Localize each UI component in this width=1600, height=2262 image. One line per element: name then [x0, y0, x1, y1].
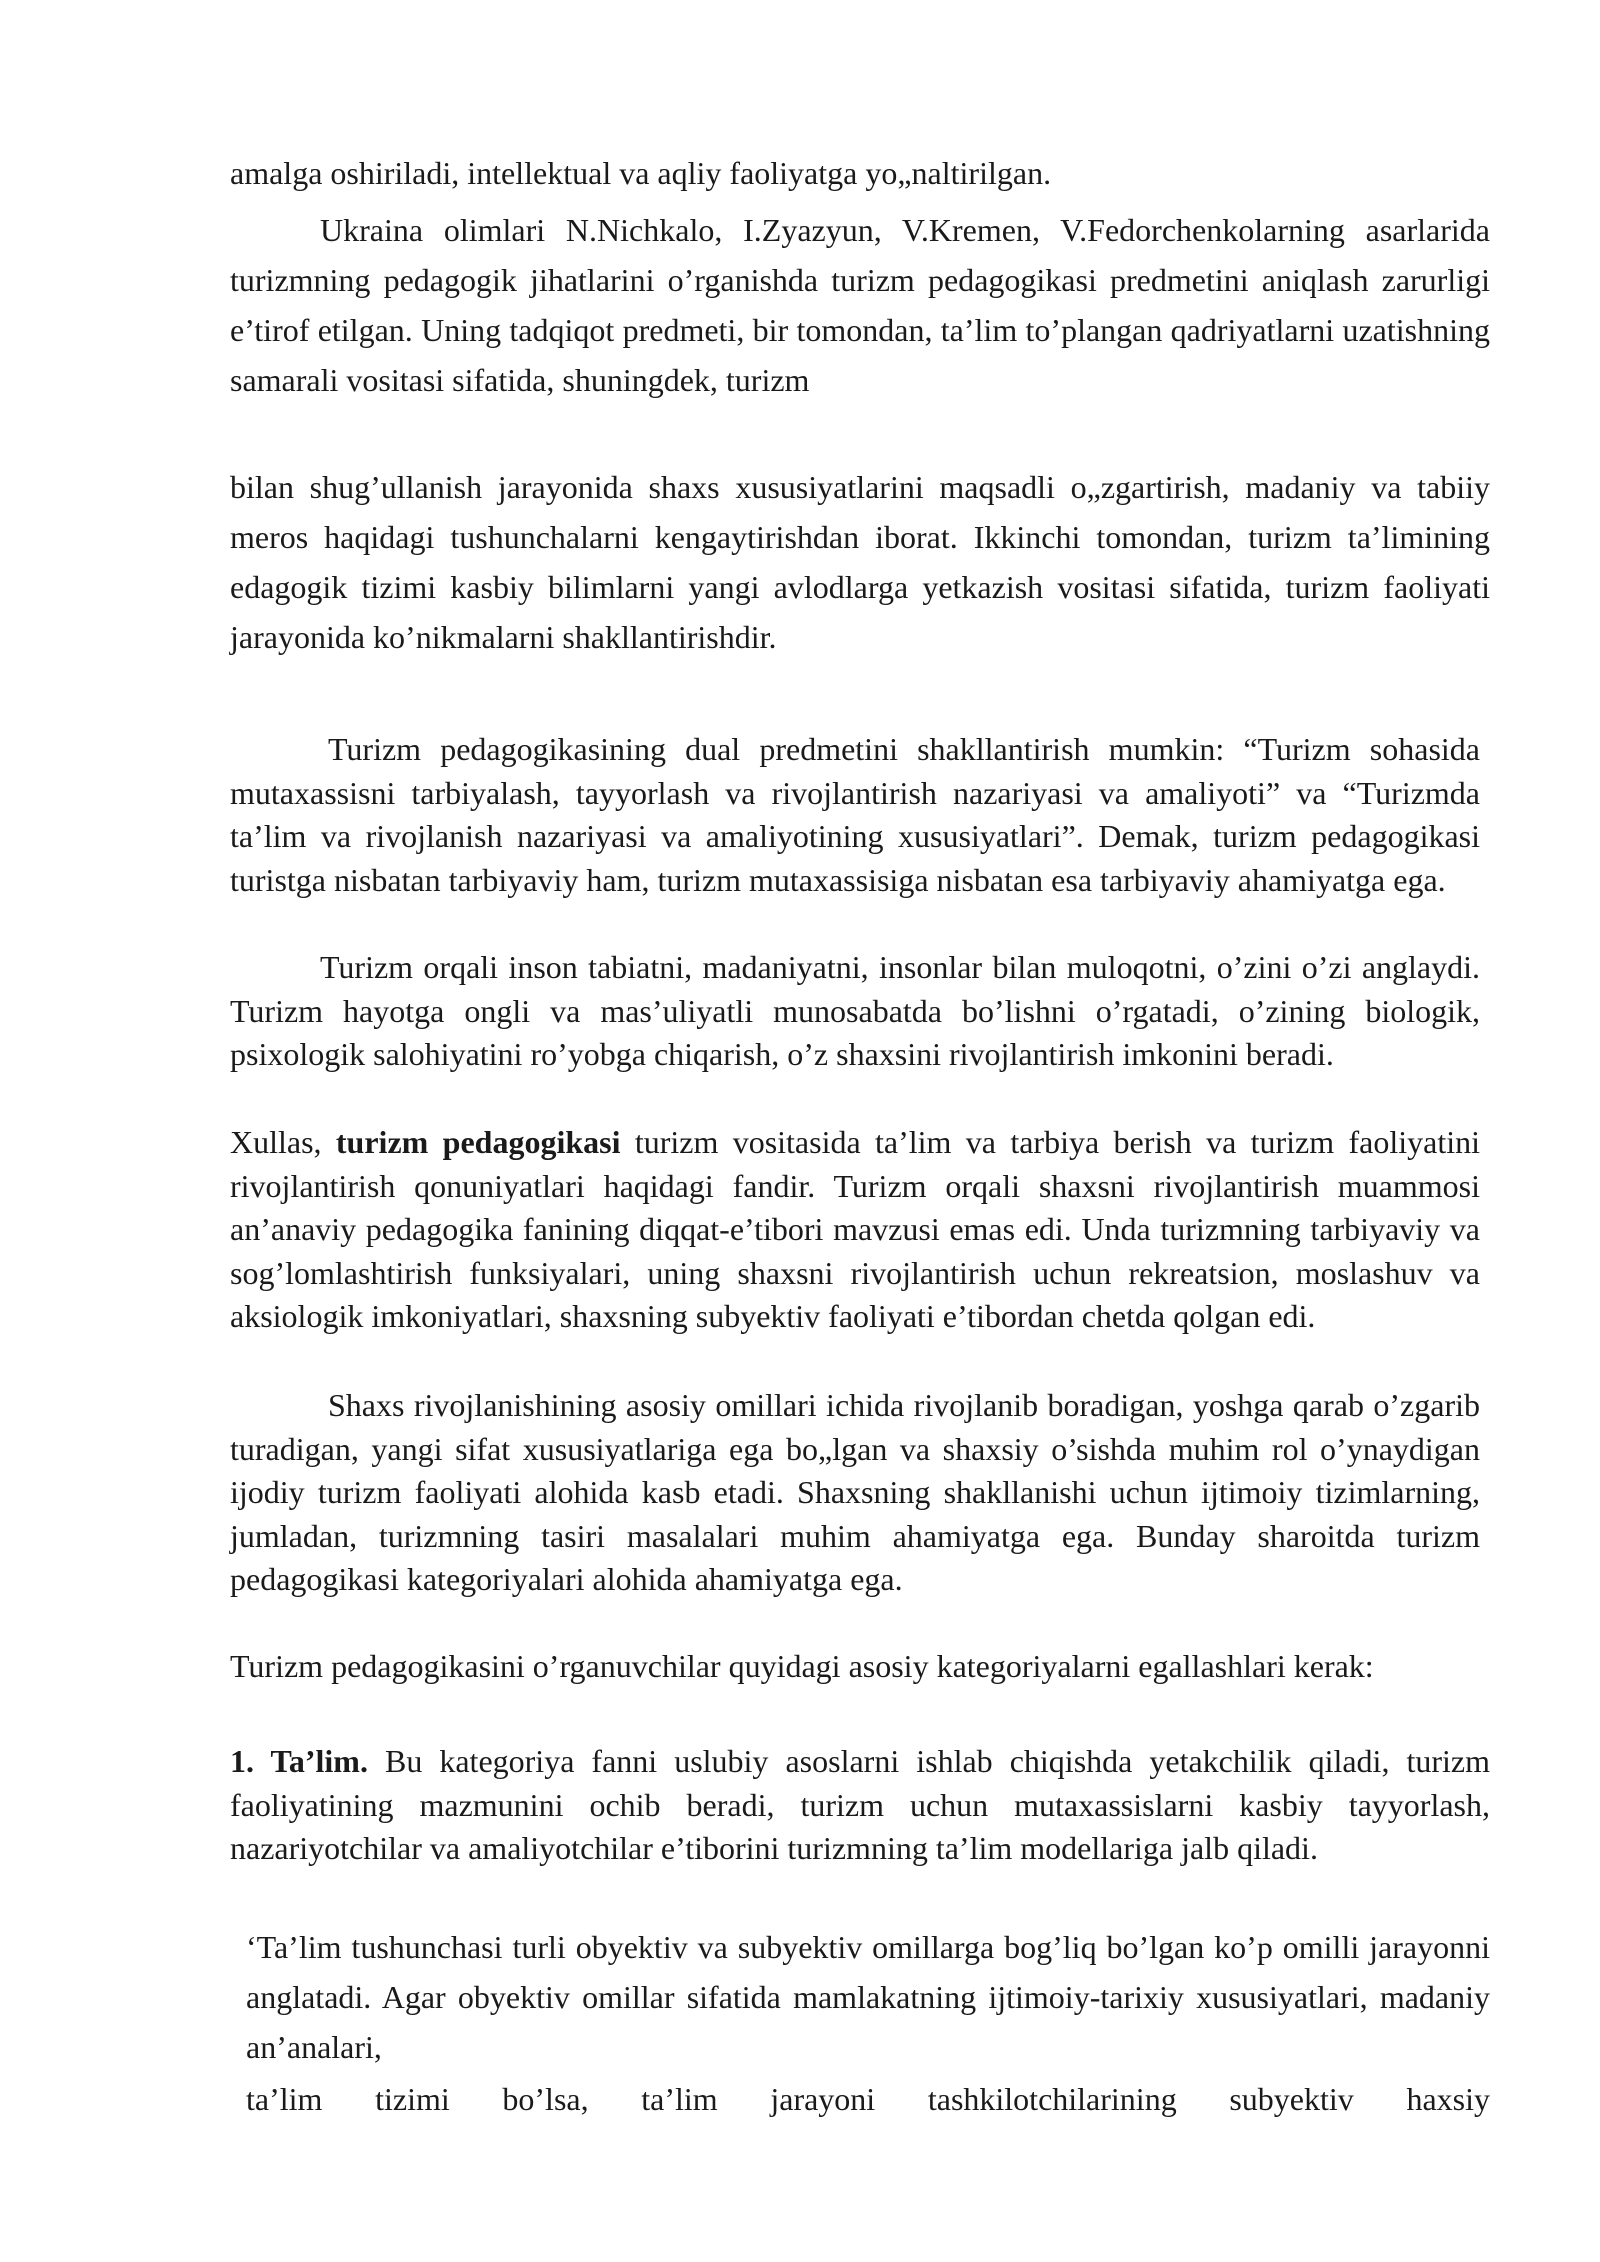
conclusion-body: turizm vositasida ta’lim va tarbiya berish va turizm faoliyatini rivojlantirish qonuniyatlari haqidagi fandir. Turizm orqali shaxsni rivojlantirish muammosi an’anaviy pedagogika fanining diqqat-e’tibori mavzusi emas edi. Unda turizmning tarbiyaviy va sog’lomlashtirish funksiyalari, uning shaxsni rivojlantirish uchun rekreatsion, moslashuv va aksiologik imkoniyatlari, shaxsning subyektiv faoliyati e’tibordan chetda qolgan edi. — [230, 1124, 1480, 1334]
paragraph-tourism-self-awareness: Turizm orqali inson tabiatni, madaniyatni, insonlar bilan muloqotni, o’zini o’zi anglaydi. Turizm hayotga ongli va mas’uliyatli munosabatda bo’lishni o’rgatadi, o’zining biologik, psixologik salohiyatini ro’yobga chiqarish, o’z shaxsini rivojlantirish imkonini beradi. — [230, 949, 1480, 1072]
paragraph-dual-subject: Turizm pedagogikasining dual predmetini shakllantirish mumkin: “Turizm sohasida mutaxassisni tarbiyalash, tayyorlash va rivojlantirish nazariyasi va amaliyoti” va “Turizmda ta’lim va rivojlanish nazariyasi va amaliyotining xususiyatlari”. Demak, turizm pedagogikasi turistga nisbatan tarbiyaviy ham, turizm mutaxassisiga nisbatan esa tarbiyaviy ahamiyatga ega. — [230, 731, 1480, 898]
paragraph-personality-change: bilan shug’ullanish jarayonida shaxs xususiyatlarini maqsadli o„zgartirish, madaniy va tabiiy meros haqidagi tushunchalarni kengaytirishdan iborat. Ikkinchi tomondan, turizm ta’limining edagogik tizimi kasbiy bilimlarni yangi avlodlarga yetkazish vositasi sifatida, turizm faoliyati jarayonida ko’nikmalarni shakllantirishdir. — [230, 469, 1490, 655]
paragraph-intro-line: amalga oshiriladi, intellektual va aqliy faoliyatga yo„naltirilgan. — [230, 155, 1052, 191]
paragraph-categories-intro: Turizm pedagogikasini o’rganuvchilar quyidagi asosiy kategoriyalarni egallashlari kerak: — [230, 1648, 1374, 1684]
paragraph-education-system: ta’lim tizimi bo’lsa, ta’lim jarayoni tashkilotchilarining subyektiv haxsiy — [246, 2081, 1490, 2117]
paragraph-ukraine-scholars: Ukraina olimlari N.Nichkalo, I.Zyazyun, V.Kremen, V.Fedorchenkolarning asarlarida turizmning pedagogik jihatlarini o’rganishda turizm pedagogikasi predmetini aniqlash zarurligi e’tirof etilgan. Uning tadqiqot predmeti, bir tomondan, ta’lim to’plangan qadriyatlarni uzatishning samarali vositasi sifatida, shuningdek, turizm — [230, 212, 1490, 398]
term-tourism-pedagogy: turizm pedagogikasi — [335, 1124, 621, 1160]
paragraph-category-education — [230, 1740, 1490, 1871]
conclusion-lead: Xullas, — [230, 1124, 336, 1160]
paragraph-education-concept: ‘Ta’lim tushunchasi turli obyektiv va subyektiv omillarga bog’liq bo’lgan ko’p omilli jarayonni anglatadi. Agar obyektiv omillar sifatida mamlakatning ijtimoiy-tarixiy xususiyatlari, madaniy an’analari, — [246, 1929, 1490, 2065]
paragraph-development-factors: Shaxs rivojlanishining asosiy omillari ichida rivojlanib boradigan, yoshga qarab o’zgarib turadigan, yangi sifat xususiyatlariga ega bo„lgan va shaxsiy o’sishda muhim rol o’ynaydigan ijodiy turizm faoliyati alohida kasb etadi. Shaxsning shakllanishi uchun ijtimoiy tizimlarning, jumladan, turizmning tasiri masalalari muhim ahamiyatga ega. Bunday sharoitda turizm pedagogikasi kategoriyalari alohida ahamiyatga ega. — [230, 1387, 1480, 1597]
paragraph-conclusion — [230, 1121, 1480, 1339]
category-education-body: Bu kategoriya fanni uslubiy asoslarni ishlab chiqishda yetakchilik qiladi, turizm faoliyatining mazmunini ochib beradi, turizm uchun mutaxassislarni kasbiy tayyorlash, nazariyotchilar va amaliyotchilar e’tiborini turizmning ta’lim modellariga jalb qiladi. — [230, 1743, 1491, 1866]
category-heading-education: 1. Ta’lim. — [230, 1743, 368, 1779]
